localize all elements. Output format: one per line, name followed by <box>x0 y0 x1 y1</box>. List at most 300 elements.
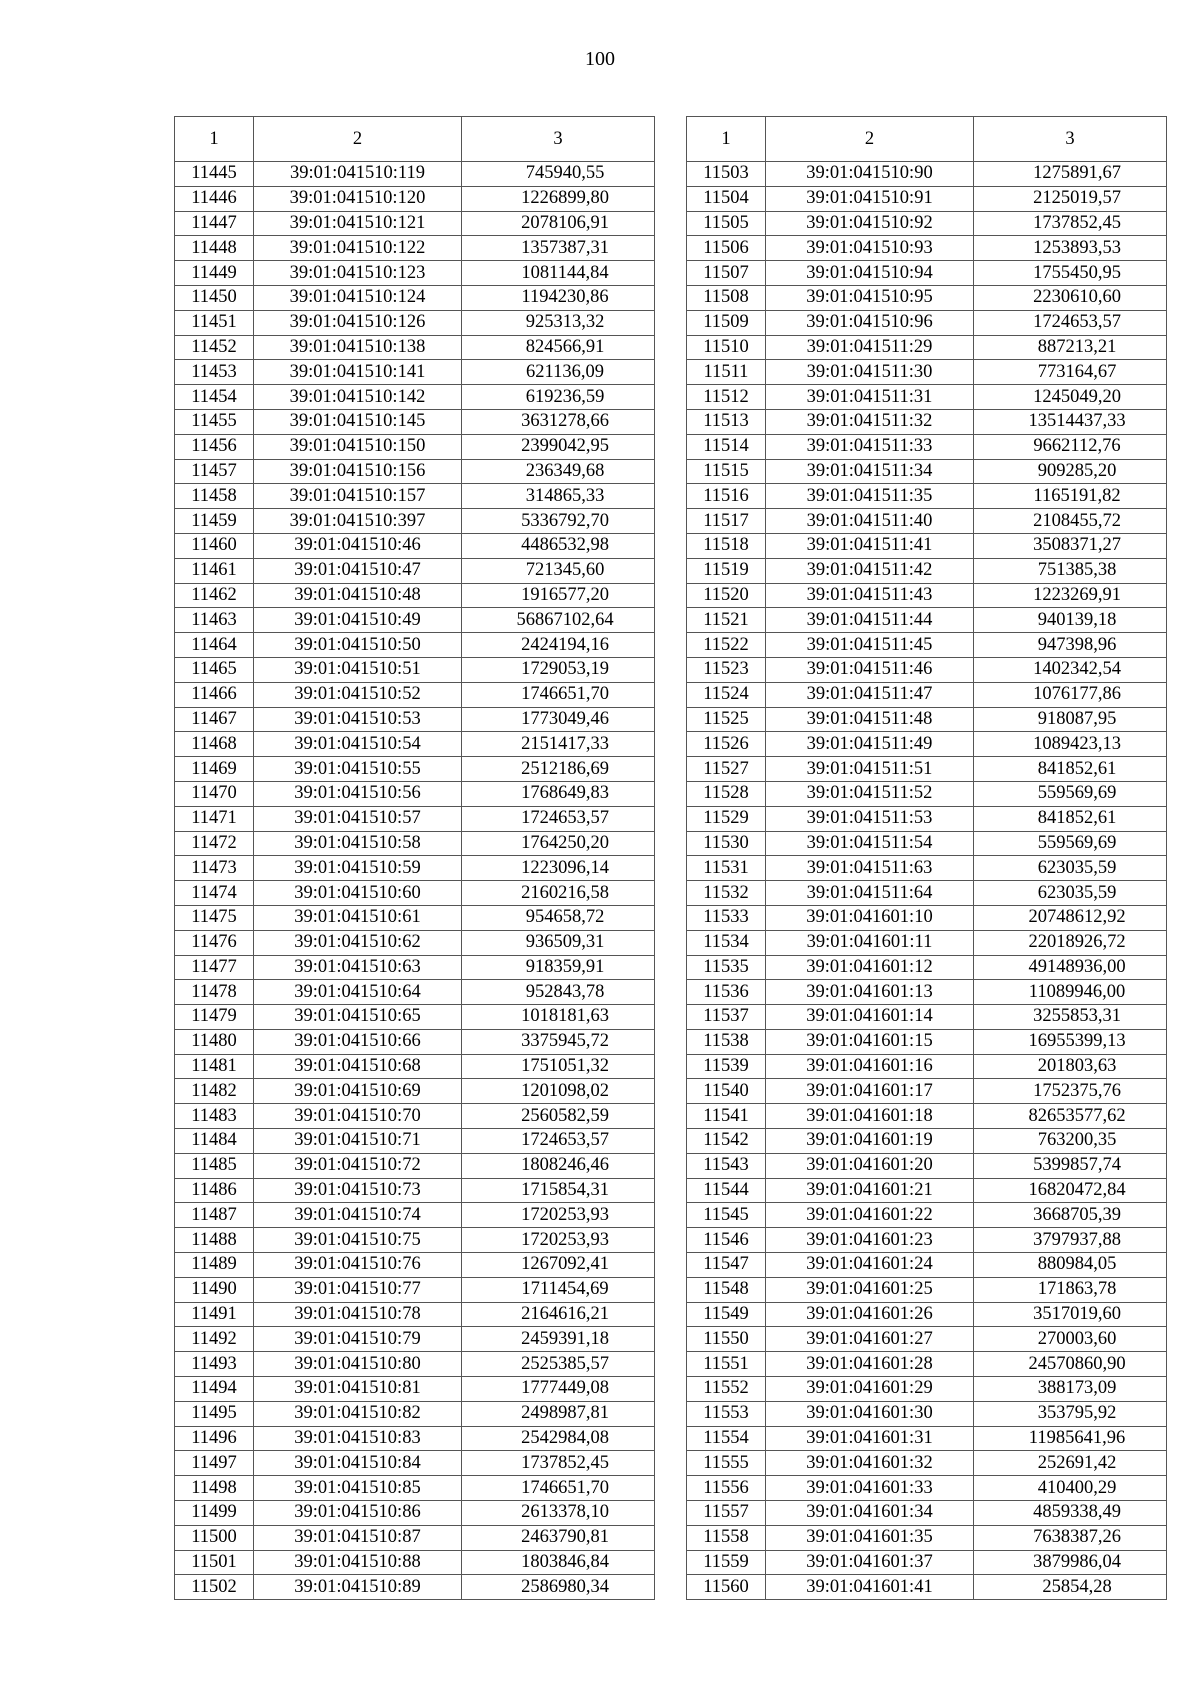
row-number-cell: 11508 <box>687 285 766 310</box>
table-row <box>687 1054 1167 1079</box>
table-row <box>175 1178 655 1203</box>
row-number-cell: 11504 <box>687 186 766 211</box>
cadastral-number-cell: 39:01:041601:30 <box>766 1401 974 1426</box>
cadastral-number-cell: 39:01:041510:123 <box>254 261 462 286</box>
row-number-cell: 11488 <box>175 1228 254 1253</box>
value-cell: 2463790,81 <box>462 1525 655 1550</box>
cadastral-number-cell: 39:01:041511:32 <box>766 409 974 434</box>
table-row <box>175 608 655 633</box>
cadastral-number-cell: 39:01:041510:142 <box>254 385 462 410</box>
row-number-cell: 11451 <box>175 310 254 335</box>
table-row <box>175 930 655 955</box>
table-row <box>687 657 1167 682</box>
value-cell: 236349,68 <box>462 459 655 484</box>
table-row <box>175 1451 655 1476</box>
value-cell: 619236,59 <box>462 385 655 410</box>
value-cell: 1357387,31 <box>462 236 655 261</box>
table-row <box>687 1203 1167 1228</box>
cadastral-number-cell: 39:01:041510:96 <box>766 310 974 335</box>
row-number-cell: 11492 <box>175 1327 254 1352</box>
cadastral-number-cell: 39:01:041510:74 <box>254 1203 462 1228</box>
table-row <box>175 657 655 682</box>
row-number-cell: 11506 <box>687 236 766 261</box>
table-row <box>175 905 655 930</box>
row-number-cell: 11463 <box>175 608 254 633</box>
value-cell: 1194230,86 <box>462 285 655 310</box>
value-cell: 559569,69 <box>974 781 1167 806</box>
table-row <box>687 1575 1167 1600</box>
table-row <box>175 1352 655 1377</box>
table-row <box>687 459 1167 484</box>
value-cell: 4859338,49 <box>974 1501 1167 1526</box>
cadastral-number-cell: 39:01:041511:34 <box>766 459 974 484</box>
cadastral-number-cell: 39:01:041510:95 <box>766 285 974 310</box>
value-cell: 721345,60 <box>462 558 655 583</box>
cadastral-number-cell: 39:01:041510:141 <box>254 360 462 385</box>
value-cell: 918087,95 <box>974 707 1167 732</box>
row-number-cell: 11464 <box>175 633 254 658</box>
cadastral-number-cell: 39:01:041511:53 <box>766 806 974 831</box>
cadastral-number-cell: 39:01:041510:66 <box>254 1029 462 1054</box>
row-number-cell: 11459 <box>175 509 254 534</box>
row-number-cell: 11482 <box>175 1079 254 1104</box>
cadastral-number-cell: 39:01:041511:45 <box>766 633 974 658</box>
row-number-cell: 11500 <box>175 1525 254 1550</box>
row-number-cell: 11528 <box>687 781 766 806</box>
row-number-cell: 11560 <box>687 1575 766 1600</box>
table-row <box>687 1550 1167 1575</box>
value-cell: 1089423,13 <box>974 732 1167 757</box>
value-cell: 22018926,72 <box>974 930 1167 955</box>
row-number-cell: 11462 <box>175 583 254 608</box>
cadastral-number-cell: 39:01:041511:48 <box>766 707 974 732</box>
table-row <box>687 261 1167 286</box>
table-row <box>175 881 655 906</box>
row-number-cell: 11517 <box>687 509 766 534</box>
value-cell: 1267092,41 <box>462 1253 655 1278</box>
value-cell: 1752375,76 <box>974 1079 1167 1104</box>
value-cell: 841852,61 <box>974 806 1167 831</box>
cadastral-number-cell: 39:01:041510:72 <box>254 1153 462 1178</box>
table-row <box>175 533 655 558</box>
table-row <box>687 633 1167 658</box>
value-cell: 7638387,26 <box>974 1525 1167 1550</box>
cadastral-number-cell: 39:01:041601:34 <box>766 1501 974 1526</box>
cadastral-number-cell: 39:01:041510:46 <box>254 533 462 558</box>
table-row <box>175 1054 655 1079</box>
row-number-cell: 11550 <box>687 1327 766 1352</box>
table-row <box>687 385 1167 410</box>
table-row <box>687 558 1167 583</box>
value-cell: 24570860,90 <box>974 1352 1167 1377</box>
cadastral-number-cell: 39:01:041601:37 <box>766 1550 974 1575</box>
row-number-cell: 11494 <box>175 1377 254 1402</box>
cadastral-number-cell: 39:01:041511:64 <box>766 881 974 906</box>
cadastral-number-cell: 39:01:041510:48 <box>254 583 462 608</box>
row-number-cell: 11493 <box>175 1352 254 1377</box>
table-row <box>175 261 655 286</box>
value-cell: 270003,60 <box>974 1327 1167 1352</box>
cadastral-number-cell: 39:01:041510:145 <box>254 409 462 434</box>
value-cell: 1711454,69 <box>462 1277 655 1302</box>
value-cell: 1729053,19 <box>462 657 655 682</box>
column-header-1: 1 <box>175 117 254 162</box>
cadastral-number-cell: 39:01:041510:62 <box>254 930 462 955</box>
value-cell: 763200,35 <box>974 1129 1167 1154</box>
cadastral-number-cell: 39:01:041601:20 <box>766 1153 974 1178</box>
cadastral-number-cell: 39:01:041601:11 <box>766 930 974 955</box>
table-row <box>175 856 655 881</box>
table-row <box>175 980 655 1005</box>
row-number-cell: 11496 <box>175 1426 254 1451</box>
value-cell: 252691,42 <box>974 1451 1167 1476</box>
cadastral-number-cell: 39:01:041511:33 <box>766 434 974 459</box>
row-number-cell: 11544 <box>687 1178 766 1203</box>
cadastral-number-cell: 39:01:041601:29 <box>766 1377 974 1402</box>
row-number-cell: 11538 <box>687 1029 766 1054</box>
table-row <box>687 360 1167 385</box>
value-cell: 5336792,70 <box>462 509 655 534</box>
table-row <box>175 757 655 782</box>
table-row <box>175 409 655 434</box>
cadastral-number-cell: 39:01:041510:58 <box>254 831 462 856</box>
cadastral-number-cell: 39:01:041510:60 <box>254 881 462 906</box>
row-number-cell: 11530 <box>687 831 766 856</box>
row-number-cell: 11448 <box>175 236 254 261</box>
table-row <box>687 608 1167 633</box>
value-cell: 1803846,84 <box>462 1550 655 1575</box>
cadastral-number-cell: 39:01:041601:25 <box>766 1277 974 1302</box>
value-cell: 1720253,93 <box>462 1228 655 1253</box>
table-row <box>175 955 655 980</box>
cadastral-number-cell: 39:01:041511:49 <box>766 732 974 757</box>
row-number-cell: 11509 <box>687 310 766 335</box>
value-cell: 909285,20 <box>974 459 1167 484</box>
value-cell: 1275891,67 <box>974 162 1167 187</box>
row-number-cell: 11511 <box>687 360 766 385</box>
cadastral-number-cell: 39:01:041510:81 <box>254 1377 462 1402</box>
cadastral-number-cell: 39:01:041510:56 <box>254 781 462 806</box>
value-cell: 2399042,95 <box>462 434 655 459</box>
value-cell: 918359,91 <box>462 955 655 980</box>
table-row <box>175 1426 655 1451</box>
value-cell: 1773049,46 <box>462 707 655 732</box>
row-number-cell: 11522 <box>687 633 766 658</box>
row-number-cell: 11505 <box>687 211 766 236</box>
table-row <box>175 1228 655 1253</box>
cadastral-number-cell: 39:01:041511:41 <box>766 533 974 558</box>
row-number-cell: 11515 <box>687 459 766 484</box>
row-number-cell: 11532 <box>687 881 766 906</box>
row-number-cell: 11525 <box>687 707 766 732</box>
table-row <box>687 509 1167 534</box>
table-row <box>175 1029 655 1054</box>
row-number-cell: 11503 <box>687 162 766 187</box>
cadastral-number-cell: 39:01:041511:46 <box>766 657 974 682</box>
value-cell: 940139,18 <box>974 608 1167 633</box>
value-cell: 9662112,76 <box>974 434 1167 459</box>
value-cell: 2459391,18 <box>462 1327 655 1352</box>
table-row <box>175 1575 655 1600</box>
column-header-1: 1 <box>687 117 766 162</box>
row-number-cell: 11460 <box>175 533 254 558</box>
cadastral-number-cell: 39:01:041511:35 <box>766 484 974 509</box>
value-cell: 954658,72 <box>462 905 655 930</box>
table-row <box>175 385 655 410</box>
row-number-cell: 11485 <box>175 1153 254 1178</box>
cadastral-number-cell: 39:01:041601:16 <box>766 1054 974 1079</box>
row-number-cell: 11554 <box>687 1426 766 1451</box>
row-number-cell: 11469 <box>175 757 254 782</box>
cadastral-number-cell: 39:01:041510:85 <box>254 1476 462 1501</box>
column-header-2: 2 <box>766 117 974 162</box>
value-cell: 25854,28 <box>974 1575 1167 1600</box>
row-number-cell: 11545 <box>687 1203 766 1228</box>
row-number-cell: 11533 <box>687 905 766 930</box>
row-number-cell: 11534 <box>687 930 766 955</box>
value-cell: 2078106,91 <box>462 211 655 236</box>
value-cell: 1777449,08 <box>462 1377 655 1402</box>
value-cell: 1720253,93 <box>462 1203 655 1228</box>
table-row <box>175 310 655 335</box>
cadastral-number-cell: 39:01:041510:51 <box>254 657 462 682</box>
value-cell: 410400,29 <box>974 1476 1167 1501</box>
row-number-cell: 11535 <box>687 955 766 980</box>
value-cell: 171863,78 <box>974 1277 1167 1302</box>
row-number-cell: 11541 <box>687 1104 766 1129</box>
table-row <box>175 1104 655 1129</box>
table-row <box>687 1228 1167 1253</box>
value-cell: 3255853,31 <box>974 1005 1167 1030</box>
row-number-cell: 11546 <box>687 1228 766 1253</box>
row-number-cell: 11536 <box>687 980 766 1005</box>
cadastral-number-cell: 39:01:041510:91 <box>766 186 974 211</box>
value-cell: 1764250,20 <box>462 831 655 856</box>
row-number-cell: 11512 <box>687 385 766 410</box>
value-cell: 947398,96 <box>974 633 1167 658</box>
column-header-3: 3 <box>462 117 655 162</box>
value-cell: 925313,32 <box>462 310 655 335</box>
cadastral-number-cell: 39:01:041601:28 <box>766 1352 974 1377</box>
value-cell: 1768649,83 <box>462 781 655 806</box>
value-cell: 3631278,66 <box>462 409 655 434</box>
table-row <box>687 1451 1167 1476</box>
value-cell: 880984,05 <box>974 1253 1167 1278</box>
table-row <box>687 1302 1167 1327</box>
table-row <box>687 1352 1167 1377</box>
row-number-cell: 11472 <box>175 831 254 856</box>
value-cell: 1245049,20 <box>974 385 1167 410</box>
cadastral-number-cell: 39:01:041510:76 <box>254 1253 462 1278</box>
value-cell: 1724653,57 <box>974 310 1167 335</box>
table-row <box>687 1476 1167 1501</box>
table-row <box>687 980 1167 1005</box>
cadastral-number-cell: 39:01:041510:78 <box>254 1302 462 1327</box>
table-row <box>175 1203 655 1228</box>
row-number-cell: 11507 <box>687 261 766 286</box>
value-cell: 2151417,33 <box>462 732 655 757</box>
row-number-cell: 11449 <box>175 261 254 286</box>
cadastral-number-cell: 39:01:041510:84 <box>254 1451 462 1476</box>
cadastral-number-cell: 39:01:041601:24 <box>766 1253 974 1278</box>
row-number-cell: 11551 <box>687 1352 766 1377</box>
cadastral-number-cell: 39:01:041510:138 <box>254 335 462 360</box>
row-number-cell: 11542 <box>687 1129 766 1154</box>
cadastral-number-cell: 39:01:041510:121 <box>254 211 462 236</box>
row-number-cell: 11521 <box>687 608 766 633</box>
value-cell: 1916577,20 <box>462 583 655 608</box>
value-cell: 2613378,10 <box>462 1501 655 1526</box>
row-number-cell: 11555 <box>687 1451 766 1476</box>
value-cell: 2498987,81 <box>462 1401 655 1426</box>
cadastral-number-cell: 39:01:041601:27 <box>766 1327 974 1352</box>
value-cell: 2525385,57 <box>462 1352 655 1377</box>
row-number-cell: 11527 <box>687 757 766 782</box>
table-row <box>687 1253 1167 1278</box>
table-row <box>175 162 655 187</box>
table-row <box>687 881 1167 906</box>
value-cell: 623035,59 <box>974 881 1167 906</box>
value-cell: 353795,92 <box>974 1401 1167 1426</box>
row-number-cell: 11452 <box>175 335 254 360</box>
table-row <box>175 583 655 608</box>
cadastral-number-cell: 39:01:041510:92 <box>766 211 974 236</box>
cadastral-number-cell: 39:01:041510:150 <box>254 434 462 459</box>
table-row <box>687 1079 1167 1104</box>
cadastral-number-cell: 39:01:041511:44 <box>766 608 974 633</box>
row-number-cell: 11547 <box>687 1253 766 1278</box>
value-cell: 1201098,02 <box>462 1079 655 1104</box>
cadastral-number-cell: 39:01:041510:157 <box>254 484 462 509</box>
table-row <box>687 285 1167 310</box>
table-row <box>175 360 655 385</box>
value-cell: 49148936,00 <box>974 955 1167 980</box>
cadastral-number-cell: 39:01:041601:14 <box>766 1005 974 1030</box>
value-cell: 936509,31 <box>462 930 655 955</box>
value-cell: 2108455,72 <box>974 509 1167 534</box>
table-row <box>687 533 1167 558</box>
cadastral-number-cell: 39:01:041510:49 <box>254 608 462 633</box>
cadastral-number-cell: 39:01:041601:33 <box>766 1476 974 1501</box>
value-cell: 745940,55 <box>462 162 655 187</box>
value-cell: 2586980,34 <box>462 1575 655 1600</box>
table-row <box>687 930 1167 955</box>
table-row <box>687 1401 1167 1426</box>
cadastral-number-cell: 39:01:041601:41 <box>766 1575 974 1600</box>
table-row <box>175 509 655 534</box>
cadastral-number-cell: 39:01:041510:61 <box>254 905 462 930</box>
row-number-cell: 11526 <box>687 732 766 757</box>
table-row <box>687 1129 1167 1154</box>
row-number-cell: 11467 <box>175 707 254 732</box>
value-cell: 1018181,63 <box>462 1005 655 1030</box>
row-number-cell: 11513 <box>687 409 766 434</box>
table-row <box>687 335 1167 360</box>
table-row <box>175 186 655 211</box>
row-number-cell: 11489 <box>175 1253 254 1278</box>
value-cell: 11089946,00 <box>974 980 1167 1005</box>
row-number-cell: 11476 <box>175 930 254 955</box>
value-cell: 56867102,64 <box>462 608 655 633</box>
cadastral-number-cell: 39:01:041510:87 <box>254 1525 462 1550</box>
table-row <box>175 1327 655 1352</box>
row-number-cell: 11516 <box>687 484 766 509</box>
table-row <box>687 905 1167 930</box>
cadastral-number-cell: 39:01:041601:15 <box>766 1029 974 1054</box>
cadastral-number-cell: 39:01:041510:90 <box>766 162 974 187</box>
value-cell: 2160216,58 <box>462 881 655 906</box>
table-row <box>175 1525 655 1550</box>
cadastral-number-cell: 39:01:041510:52 <box>254 682 462 707</box>
row-number-cell: 11491 <box>175 1302 254 1327</box>
row-number-cell: 11486 <box>175 1178 254 1203</box>
page-number: 100 <box>585 48 615 70</box>
row-number-cell: 11537 <box>687 1005 766 1030</box>
value-cell: 13514437,33 <box>974 409 1167 434</box>
cadastral-number-cell: 39:01:041601:32 <box>766 1451 974 1476</box>
value-cell: 1076177,86 <box>974 682 1167 707</box>
row-number-cell: 11514 <box>687 434 766 459</box>
cadastral-number-cell: 39:01:041510:50 <box>254 633 462 658</box>
value-cell: 5399857,74 <box>974 1153 1167 1178</box>
table-row <box>687 434 1167 459</box>
row-number-cell: 11523 <box>687 657 766 682</box>
table-row <box>175 285 655 310</box>
cadastral-number-cell: 39:01:041601:19 <box>766 1129 974 1154</box>
cadastral-number-cell: 39:01:041510:54 <box>254 732 462 757</box>
row-number-cell: 11477 <box>175 955 254 980</box>
table-row <box>175 831 655 856</box>
cadastral-number-cell: 39:01:041511:31 <box>766 385 974 410</box>
row-number-cell: 11473 <box>175 856 254 881</box>
value-cell: 887213,21 <box>974 335 1167 360</box>
row-number-cell: 11557 <box>687 1501 766 1526</box>
row-number-cell: 11474 <box>175 881 254 906</box>
value-cell: 1724653,57 <box>462 806 655 831</box>
table-row <box>687 1501 1167 1526</box>
value-cell: 1253893,53 <box>974 236 1167 261</box>
table-row <box>175 558 655 583</box>
row-number-cell: 11556 <box>687 1476 766 1501</box>
value-cell: 1724653,57 <box>462 1129 655 1154</box>
row-number-cell: 11450 <box>175 285 254 310</box>
row-number-cell: 11479 <box>175 1005 254 1030</box>
cadastral-number-cell: 39:01:041510:119 <box>254 162 462 187</box>
row-number-cell: 11490 <box>175 1277 254 1302</box>
cadastral-number-cell: 39:01:041601:13 <box>766 980 974 1005</box>
cadastral-number-cell: 39:01:041510:69 <box>254 1079 462 1104</box>
table-row <box>687 682 1167 707</box>
table-row <box>175 1253 655 1278</box>
cadastral-number-cell: 39:01:041510:55 <box>254 757 462 782</box>
value-cell: 1746651,70 <box>462 682 655 707</box>
row-number-cell: 11468 <box>175 732 254 757</box>
table-row <box>175 1377 655 1402</box>
table-row <box>175 484 655 509</box>
table-row <box>687 1525 1167 1550</box>
row-number-cell: 11446 <box>175 186 254 211</box>
table-row <box>687 1327 1167 1352</box>
table-row <box>687 1104 1167 1129</box>
cadastral-number-cell: 39:01:041510:93 <box>766 236 974 261</box>
table-row <box>175 459 655 484</box>
table-header-row <box>175 117 655 162</box>
row-number-cell: 11548 <box>687 1277 766 1302</box>
cadastral-number-cell: 39:01:041510:122 <box>254 236 462 261</box>
row-number-cell: 11529 <box>687 806 766 831</box>
row-number-cell: 11495 <box>175 1401 254 1426</box>
value-cell: 2164616,21 <box>462 1302 655 1327</box>
